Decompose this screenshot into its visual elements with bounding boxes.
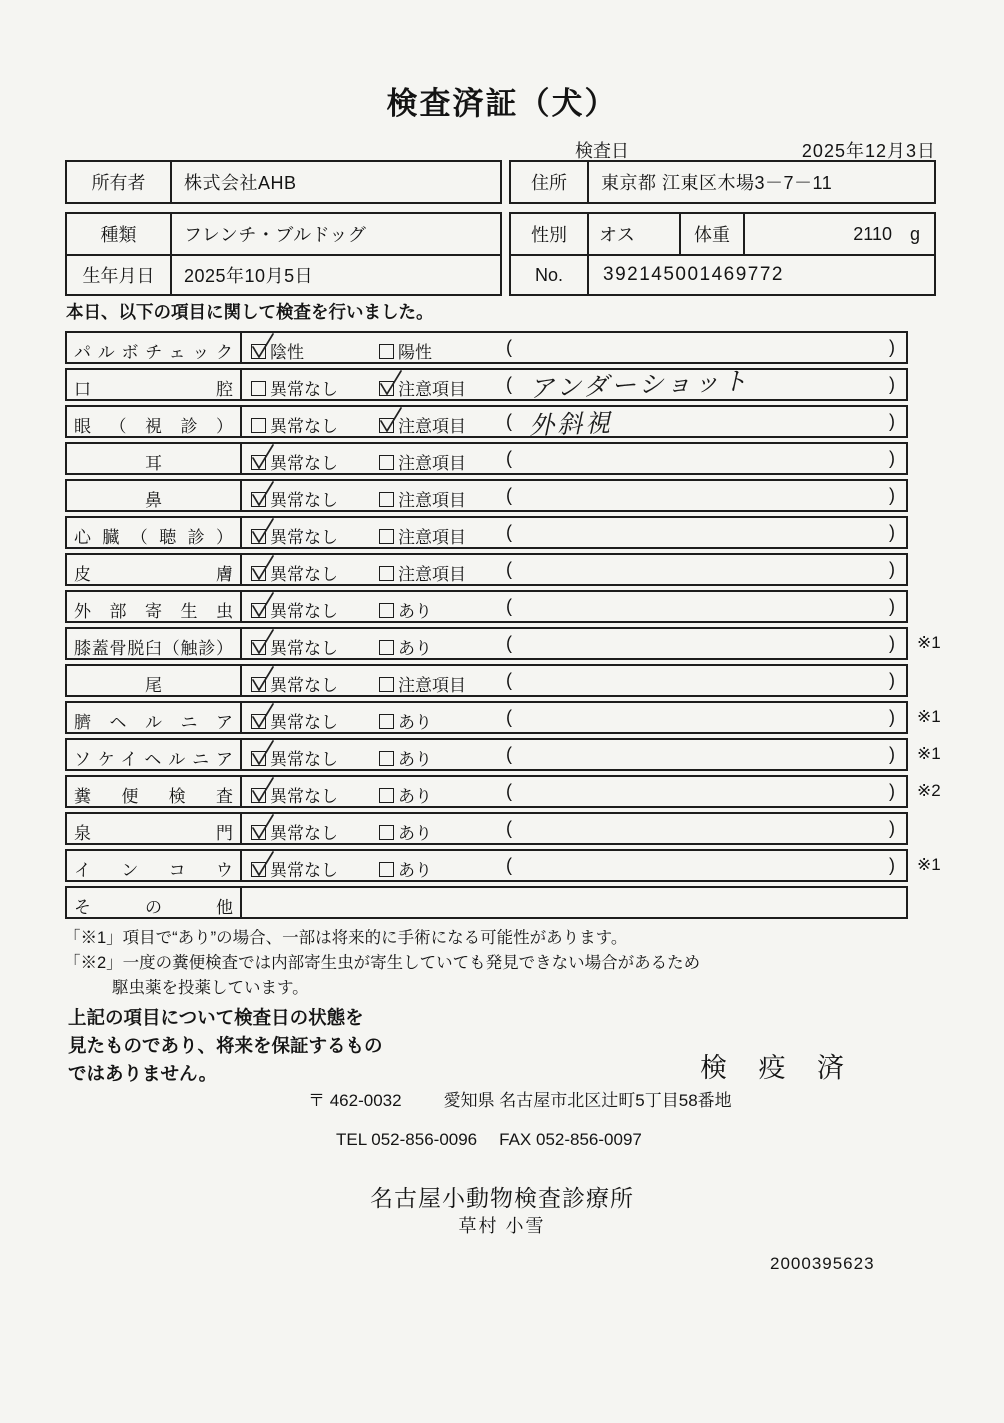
checkbox-icon: [379, 603, 394, 618]
checklist-row: [65, 738, 1004, 771]
veterinarian-name: 草村 小雪: [458, 1216, 546, 1236]
option-2: 注意項目: [379, 486, 466, 511]
handwritten-check-icon: [377, 369, 404, 398]
checklist-row: [65, 516, 1004, 549]
option-1: 異常なし: [251, 819, 338, 844]
paren-close: ): [889, 707, 895, 727]
number-label: No.: [511, 256, 589, 294]
checklist-row: [65, 849, 1004, 882]
breed-label: 種類: [67, 214, 172, 254]
checklist-row: [65, 627, 1004, 660]
weight-label: 体重: [681, 214, 745, 254]
clinic-phone-line: [336, 1130, 642, 1150]
checkbox-icon: [251, 640, 266, 655]
option-1: 異常なし: [251, 634, 338, 659]
option-1: 異常なし: [251, 597, 338, 622]
handwritten-check-icon: [377, 406, 404, 435]
checklist-item-label: パルボチェック: [67, 333, 242, 362]
handwritten-check-icon: [249, 480, 276, 509]
option-1: 異常なし: [251, 375, 338, 400]
paren-open: (: [506, 707, 512, 727]
option-1: 異常なし: [251, 412, 338, 437]
checklist-row: [65, 812, 1004, 845]
footnote-mark: ※2: [917, 781, 941, 800]
checklist-item-label: 眼（視診）: [67, 407, 242, 436]
checkbox-icon: [251, 825, 266, 840]
disclaimer: 上記の項目について検査日の状態を 見たものであり、将来を保証するもの ではありません。: [68, 1007, 383, 1084]
footnote-2-cont: 駆虫薬を投薬しています。: [112, 979, 309, 997]
checkbox-icon: [379, 529, 394, 544]
paren-close: ): [889, 818, 895, 838]
option-1: 異常なし: [251, 523, 338, 548]
birthdate-value: 2025年10月5日: [184, 266, 314, 286]
checklist-row: [65, 590, 1004, 623]
checklist-item-label: その他: [67, 888, 242, 917]
paren-close: ): [889, 559, 895, 579]
weight-value: [745, 214, 934, 254]
option-1: 異常なし: [251, 449, 338, 474]
owner-value: 株式会社AHB: [184, 173, 297, 193]
checklist-item-label: インコウ: [67, 851, 242, 880]
address-value: 東京都 江東区木場3－7－11: [601, 173, 833, 193]
paren-open: (: [506, 818, 512, 838]
checkbox-icon: [379, 640, 394, 655]
checklist-row: [65, 664, 1004, 697]
handwritten-finding: [529, 320, 879, 332]
option-2: 注意項目: [379, 449, 466, 474]
checklist-item-label: 耳: [67, 444, 242, 473]
paren-close: ): [889, 781, 895, 801]
checkbox-icon: [251, 751, 266, 766]
paren-open: (: [506, 337, 512, 357]
option-1: 陰性: [251, 338, 304, 363]
checkbox-icon: [251, 788, 266, 803]
paren-close: ): [889, 448, 895, 468]
paren-open: (: [506, 855, 512, 875]
number-value: 392145001469772: [603, 264, 785, 285]
checklist-row: [65, 442, 1004, 475]
option-2: あり: [379, 634, 432, 659]
option-1: 異常なし: [251, 486, 338, 511]
owner-label: 所有者: [67, 162, 172, 202]
option-2: 注意項目: [379, 523, 466, 548]
checkbox-icon: [379, 825, 394, 840]
paren-open: (: [506, 559, 512, 579]
intro-sentence: 本日、以下の項目に関して検査を行いました。: [66, 302, 434, 322]
address-box: [509, 160, 936, 204]
checkbox-icon: [379, 381, 394, 396]
option-2: あり: [379, 819, 432, 844]
clinic-fax: FAX 052-856-0097: [499, 1130, 642, 1149]
option-1: 異常なし: [251, 782, 338, 807]
option-2: 注意項目: [379, 560, 466, 585]
handwritten-check-icon: [249, 591, 276, 620]
checklist-item-label: 泉門: [67, 814, 242, 843]
checkbox-icon: [251, 344, 266, 359]
paren-open: (: [506, 522, 512, 542]
clinic-address: 愛知県 名古屋市北区辻町5丁目58番地: [443, 1091, 732, 1110]
paren-close: ): [889, 374, 895, 394]
checklist-item-label: 外部寄生虫: [67, 592, 242, 621]
handwritten-check-icon: [249, 517, 276, 546]
owner-box: [65, 160, 502, 204]
handwritten-check-icon: [249, 332, 276, 361]
inspection-date-value: 2025年12月3日: [801, 141, 936, 161]
checklist-item-label: 口腔: [67, 370, 242, 399]
paren-close: ): [889, 633, 895, 653]
checklist-item-label: 膝蓋骨脱臼（触診）: [67, 629, 242, 658]
sex-value: オス: [589, 214, 681, 254]
paren-open: (: [506, 374, 512, 394]
paren-close: ): [889, 337, 895, 357]
footnote-mark: ※1: [917, 707, 941, 726]
animal-info-left-box: [65, 212, 502, 296]
checkbox-icon: [379, 455, 394, 470]
checklist-row: [65, 479, 1004, 512]
clinic-postal: 〒 462-0032: [308, 1091, 402, 1110]
checklist-row: [65, 405, 1004, 441]
handwritten-check-icon: [249, 813, 276, 842]
checkbox-icon: [379, 862, 394, 877]
checkbox-icon: [251, 418, 266, 433]
checkbox-icon: [379, 751, 394, 766]
checklist-item-label: ソケイヘルニア: [67, 740, 242, 769]
clinic-address-line: [308, 1086, 732, 1111]
option-2: あり: [379, 745, 432, 770]
quarantine-stamp: 検 疫 済: [700, 1053, 857, 1083]
birthdate-label: 生年月日: [67, 256, 172, 294]
footnote-mark: ※1: [917, 744, 941, 763]
weight-number: 2110: [853, 223, 892, 244]
footnote-2: 「※2」一度の糞便検査では内部寄生虫が寄生していても発見できない場合があるため: [64, 954, 701, 972]
checklist-item-label: 尾: [67, 666, 242, 695]
inspection-checklist: [65, 331, 1004, 923]
handwritten-check-icon: [249, 628, 276, 657]
checklist-row: [65, 553, 1004, 586]
option-2: 注意項目: [379, 412, 466, 437]
address-label: 住所: [511, 162, 589, 202]
checkbox-icon: [379, 788, 394, 803]
option-2: あり: [379, 782, 432, 807]
handwritten-check-icon: [249, 702, 276, 731]
paren-open: (: [506, 633, 512, 653]
paren-open: (: [506, 411, 512, 431]
option-1: 異常なし: [251, 745, 338, 770]
checkbox-icon: [379, 566, 394, 581]
checklist-row: [65, 701, 1004, 734]
footnote-mark: ※1: [917, 855, 941, 874]
checkbox-icon: [251, 529, 266, 544]
checkbox-icon: [251, 566, 266, 581]
checkbox-icon: [251, 603, 266, 618]
footnote-mark: ※1: [917, 633, 941, 652]
paren-close: ): [889, 522, 895, 542]
paren-close: ): [889, 855, 895, 875]
option-2: 陽性: [379, 338, 432, 363]
paren-close: ): [889, 744, 895, 764]
paren-close: ): [889, 485, 895, 505]
option-1: 異常なし: [251, 560, 338, 585]
clinic-tel: TEL 052-856-0096: [336, 1130, 478, 1149]
option-2: 注意項目: [379, 375, 466, 400]
breed-value: フレンチ・ブルドッグ: [184, 225, 367, 245]
checkbox-icon: [379, 418, 394, 433]
checkbox-icon: [251, 714, 266, 729]
checkbox-icon: [251, 455, 266, 470]
checklist-item-label: 心臓（聴診）: [67, 518, 242, 547]
weight-unit: g: [909, 223, 920, 244]
handwritten-check-icon: [249, 443, 276, 472]
paren-open: (: [506, 448, 512, 468]
serial-number: 2000395623: [770, 1254, 875, 1273]
paren-open: (: [506, 485, 512, 505]
option-2: あり: [379, 708, 432, 733]
clinic-name: 名古屋小動物検査診療所: [370, 1185, 634, 1211]
page-title: 検査済証（犬）: [386, 86, 618, 121]
handwritten-check-icon: [249, 554, 276, 583]
checklist-item-label: 糞便検査: [67, 777, 242, 806]
animal-info-right-box: [509, 212, 936, 296]
checkbox-icon: [251, 677, 266, 692]
footnote-1: 「※1」項目で“あり”の場合、一部は将来的に手術になる可能性があります。: [64, 929, 628, 947]
handwritten-check-icon: [249, 776, 276, 805]
checkbox-icon: [251, 381, 266, 396]
paren-open: (: [506, 781, 512, 801]
paren-close: ): [889, 411, 895, 431]
option-1: 異常なし: [251, 708, 338, 733]
handwritten-check-icon: [249, 665, 276, 694]
checklist-item-label: 皮膚: [67, 555, 242, 584]
paren-open: (: [506, 744, 512, 764]
paren-open: (: [506, 596, 512, 616]
checklist-row: [65, 775, 1004, 808]
paren-close: ): [889, 670, 895, 690]
checklist-item-label: 臍ヘルニア: [67, 703, 242, 732]
sex-label: 性別: [511, 214, 589, 254]
inspection-date-row: [65, 137, 936, 161]
checkbox-icon: [379, 492, 394, 507]
checkbox-icon: [379, 344, 394, 359]
footnotes: [64, 926, 700, 1001]
checkbox-icon: [379, 677, 394, 692]
handwritten-check-icon: [249, 850, 276, 879]
paren-close: ): [889, 596, 895, 616]
checklist-row: [65, 886, 1004, 919]
option-2: 注意項目: [379, 671, 466, 696]
checkbox-icon: [251, 492, 266, 507]
option-2: あり: [379, 597, 432, 622]
handwritten-finding: 外斜視: [528, 409, 614, 441]
option-1: 異常なし: [251, 856, 338, 881]
paren-open: (: [506, 670, 512, 690]
inspection-date-label: 検査日: [575, 141, 629, 161]
checkbox-icon: [379, 714, 394, 729]
checkbox-icon: [251, 862, 266, 877]
checklist-item-label: 鼻: [67, 481, 242, 510]
handwritten-finding: アンダーショット: [528, 367, 751, 404]
option-1: 異常なし: [251, 671, 338, 696]
handwritten-check-icon: [249, 739, 276, 768]
option-2: あり: [379, 856, 432, 881]
